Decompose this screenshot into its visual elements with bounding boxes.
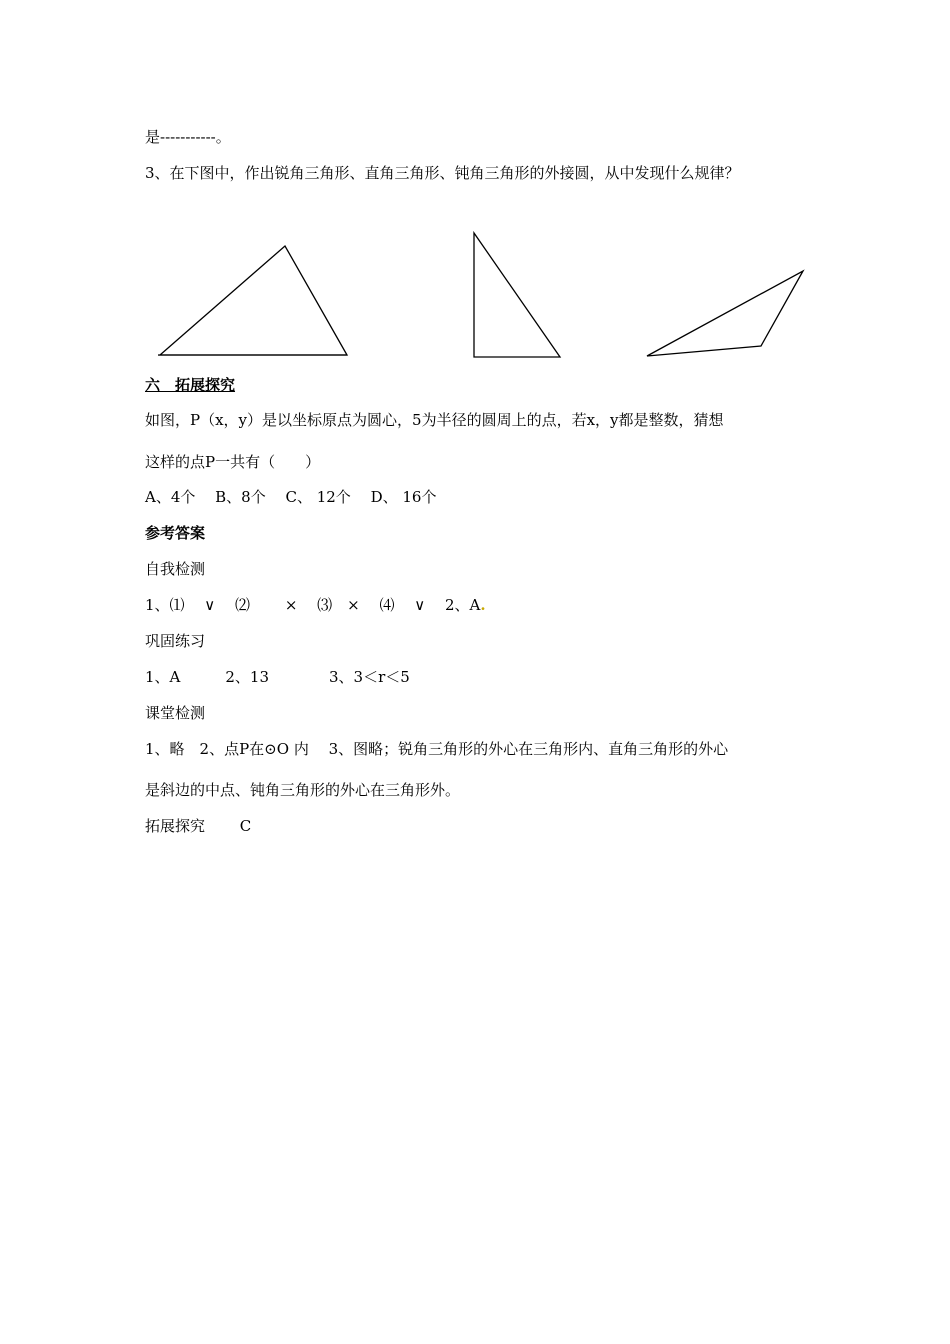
problem-options: A、4个 B、8个 C、 12个 D、 16个 [145, 488, 437, 506]
answers-heading: 参考答案 [145, 524, 206, 542]
self-check-answers [145, 595, 486, 615]
problem-line-1: 如图，P（x，y）是以坐标原点为圆心，5为半径的圆周上的点，若x，y都是整数，猜想 [145, 411, 724, 429]
self-check-text: 1、⑴ ∨ ⑵ × ⑶ × ⑷ ∨ 2、A [145, 596, 481, 614]
right-triangle [474, 233, 560, 357]
class-check-title: 课堂检测 [145, 704, 206, 722]
section-6-heading: 六 拓展探究 [145, 376, 236, 394]
class-check-line-2: 是斜边的中点、钝角三角形的外心在三角形外。 [145, 781, 461, 799]
triangles-figure [0, 0, 950, 400]
q2-tail: 是-----------。 [145, 128, 231, 146]
extend-answer: 拓展探究 C [145, 817, 252, 835]
question-3: 3、在下图中，作出锐角三角形、直角三角形、钝角三角形的外接圆，从中发现什么规律？ [145, 164, 740, 182]
self-check-title: 自我检测 [145, 560, 206, 578]
consolidate-answers: 1、A 2、13 3、3＜r＜5 [145, 668, 410, 686]
obtuse-triangle [647, 271, 803, 356]
consolidate-title: 巩固练习 [145, 632, 206, 650]
acute-triangle [160, 246, 347, 355]
class-check-line-1: 1、略 2、点P在⊙O 内 3、图略；锐角三角形的外心在三角形内、直角三角形的外心 [145, 740, 729, 758]
self-check-mark: . [480, 596, 486, 614]
problem-line-2: 这样的点P一共有（ ） [145, 453, 321, 471]
